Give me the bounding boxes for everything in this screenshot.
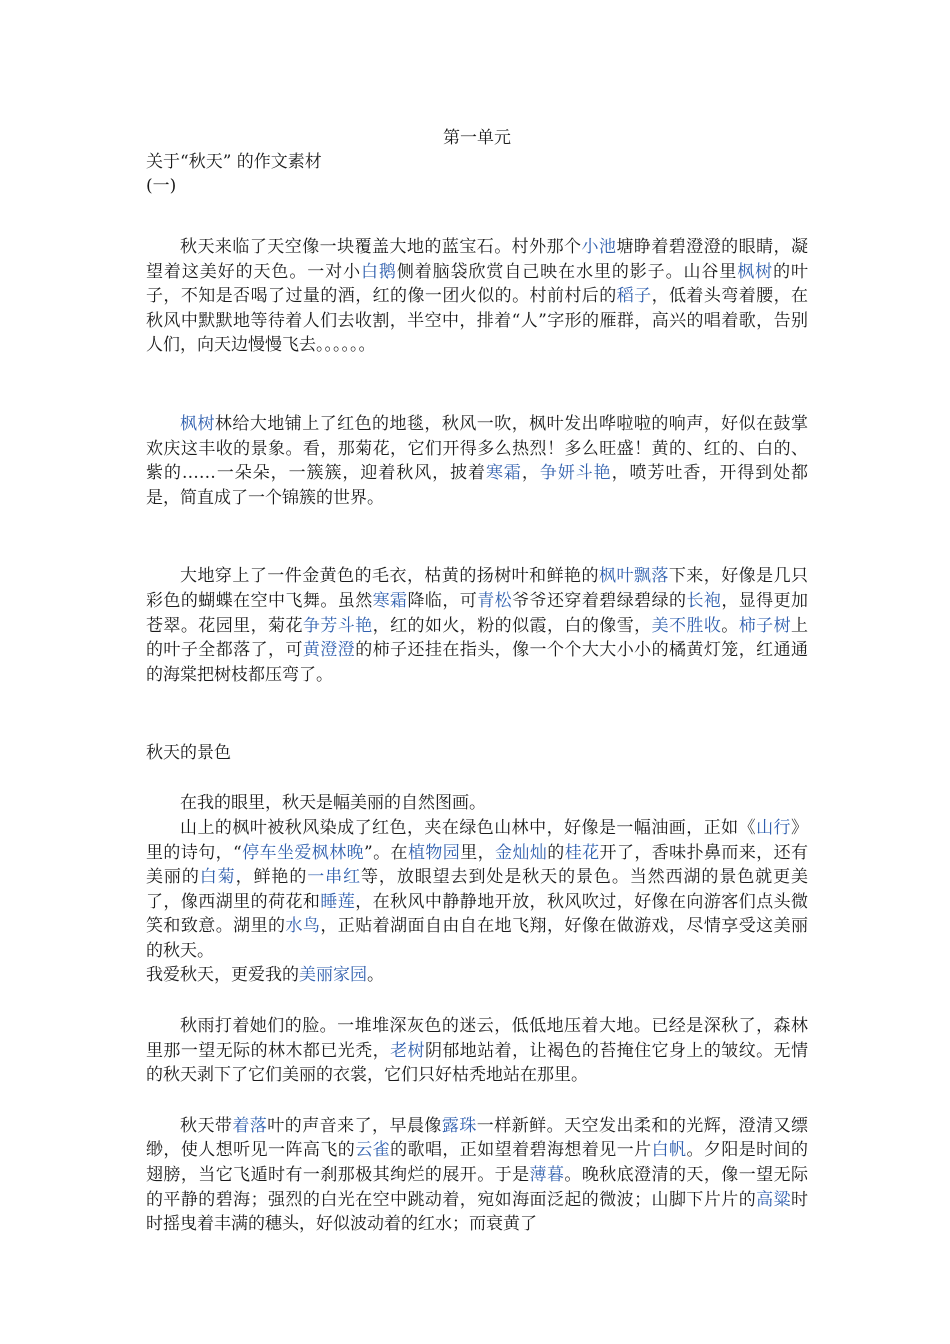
keyword-link[interactable]: 美丽家园 bbox=[299, 965, 367, 986]
section-heading: 关于“秋天” 的作文素材 bbox=[146, 152, 322, 172]
keyword-link[interactable]: 露珠 bbox=[441, 1115, 477, 1136]
text-run: ，在秋风中静静地开放，秋风吹过，好像在向游客们点头微笑和致意。湖里的 bbox=[146, 891, 809, 937]
paragraph bbox=[146, 1014, 808, 1088]
text-run: 大地穿上了一件金黄色的毛衣，枯黄的扬树叶和鲜艳的 bbox=[180, 566, 599, 587]
keyword-link[interactable]: 植物园 bbox=[407, 842, 461, 863]
spacer bbox=[146, 988, 808, 1014]
text-run: 。 bbox=[721, 615, 739, 636]
keyword-link[interactable]: 薄暮 bbox=[529, 1165, 565, 1186]
keyword-link[interactable]: 金灿灿 bbox=[495, 842, 548, 863]
keyword-link[interactable]: 争芳斗艳 bbox=[302, 615, 373, 636]
keyword-link[interactable]: 争妍斗艳 bbox=[539, 463, 612, 484]
text-run: 秋天来临了天空像一块覆盖大地的蓝宝石。村外那个 bbox=[180, 237, 582, 257]
keyword-link[interactable]: 青松 bbox=[477, 590, 513, 611]
text-run: 我爱秋天，更爱我的 bbox=[146, 965, 299, 986]
text-run: 塘睁着碧澄澄的眼睛，凝望着这美好的天色。一对小 bbox=[146, 237, 809, 282]
keyword-link[interactable]: 枫树 bbox=[180, 413, 215, 434]
text-run: 秋天带 bbox=[180, 1115, 233, 1136]
paragraph bbox=[146, 235, 808, 358]
text-run: 。晚秋底澄清的天，像一望无际的平静的碧海；强烈的白光在空中跳动着，宛如海面泛起的微波；山脚下片片的 bbox=[146, 1165, 809, 1210]
paragraph bbox=[146, 564, 808, 687]
text-run: ”。在 bbox=[364, 842, 408, 863]
spacer bbox=[146, 358, 808, 412]
text-run: 里， bbox=[460, 842, 496, 863]
text-run: 在我的眼里，秋天是幅美丽的自然图画。 bbox=[180, 793, 486, 814]
keyword-link[interactable]: 山行 bbox=[756, 817, 792, 838]
text-run: 上的叶子全都落了，可 bbox=[146, 615, 809, 661]
text-run: 秋雨打着她们的脸。一堆堆深灰色的迷云，低低地压着大地。已经是深秋了，森林里那一望无际的林木都已光秃， bbox=[146, 1016, 808, 1061]
spacer bbox=[146, 198, 808, 235]
text-run: 降临，可 bbox=[407, 590, 478, 611]
keyword-link[interactable]: 白菊 bbox=[199, 867, 236, 888]
paragraph bbox=[146, 963, 808, 988]
keyword-link[interactable]: 云雀 bbox=[355, 1140, 391, 1161]
text-run: ， bbox=[521, 463, 540, 484]
keyword-link[interactable]: 美不胜收 bbox=[651, 615, 722, 636]
text-run: ，喷芳吐香，开得到处都是，简直成了一个锦簇的世界。 bbox=[146, 463, 809, 508]
text-run: 林给大地铺上了红色的地毯，秋风一吹，枫叶发出哗啦啦的响声，好似在鼓掌欢庆这丰收的景象。看，那菊花，它们开得多么热烈！多么旺盛！黄的、红的、白的、紫的……一朵朵，一簇簇，迎着秋风，披着 bbox=[146, 413, 809, 484]
keyword-link[interactable]: 寒霜 bbox=[372, 590, 408, 611]
spacer bbox=[146, 510, 808, 564]
keyword-link[interactable]: 老树 bbox=[390, 1040, 425, 1061]
text-run: ，正贴着湖面自由自在地飞翔，好像在做游戏，尽情享受这美丽的秋天。 bbox=[146, 916, 809, 961]
keyword-link[interactable]: 黄澄澄 bbox=[302, 640, 356, 661]
text-run: 等，放眼望去到处是秋天的景色。当然西湖的景色就更美了，像西湖里的荷花和 bbox=[146, 867, 809, 912]
text-run: 》里的诗句，“ bbox=[146, 817, 809, 863]
unit-title: 第一单元 bbox=[443, 128, 511, 148]
section-heading-scenery: 秋天的景色 bbox=[146, 743, 231, 764]
text-run: ，低着头弯着腰，在秋风中默默地等待着人们去收割，半空中，排着“人”字形的雁群，高兴的唱着歌，告别人们，向天边慢慢飞去。。。。。。 bbox=[146, 286, 809, 356]
spacer bbox=[146, 765, 808, 791]
paragraph bbox=[146, 791, 808, 816]
text-run: 侧着脑袋欣赏自己映在水里的影子。山谷里 bbox=[396, 261, 738, 282]
keyword-link[interactable]: 枫叶飘落 bbox=[598, 566, 669, 587]
document-page bbox=[146, 126, 808, 1237]
keyword-link[interactable]: 一串红 bbox=[307, 867, 362, 888]
text-run: 的叶子，不知是否喝了过量的酒，红的像一团火似的。村前村后的 bbox=[146, 261, 809, 307]
keyword-link[interactable]: 白鹅 bbox=[361, 261, 397, 282]
text-run: 。 bbox=[367, 965, 384, 986]
keyword-link[interactable]: 着落 bbox=[232, 1115, 268, 1136]
keyword-link[interactable]: 停车坐爱枫林晚 bbox=[241, 842, 365, 863]
text-run: 爷爷还穿着碧绿碧绿的 bbox=[512, 590, 687, 611]
text-run: 开了，香味扑鼻而来，还有美丽的 bbox=[146, 842, 809, 888]
text-run: ，鲜艳的 bbox=[235, 867, 308, 888]
text-run: 一样新鲜。天空发出柔和的光辉，澄清又缥缈，使人想听见一阵高飞的 bbox=[146, 1115, 809, 1161]
keyword-link[interactable]: 小池 bbox=[581, 237, 617, 257]
part-label: (一) bbox=[146, 176, 177, 196]
keyword-link[interactable]: 长袍 bbox=[686, 590, 722, 611]
text-run: ，红的如火，粉的似霞，白的像雪， bbox=[372, 615, 652, 636]
keyword-link[interactable]: 枫树 bbox=[737, 261, 774, 282]
paragraph bbox=[146, 1114, 808, 1237]
text-run: 。夕阳是时间的翅膀，当它飞遁时有一刹那极其绚烂的展开。于是 bbox=[146, 1140, 809, 1186]
text-run: 时时摇曳着丰满的穗头，好似波动着的红水；而衰黄了 bbox=[146, 1189, 809, 1235]
text-run: 叶的声音来了，早晨像 bbox=[267, 1115, 442, 1136]
keyword-link[interactable]: 高粱 bbox=[756, 1189, 792, 1210]
text-run: 下来，好像是几只彩色的蝴蝶在空中飞舞。虽然 bbox=[146, 566, 809, 611]
spacer bbox=[146, 687, 808, 741]
keyword-link[interactable]: 柿子树 bbox=[738, 615, 792, 636]
keyword-link[interactable]: 桂花 bbox=[564, 842, 600, 863]
paragraph bbox=[146, 816, 808, 964]
keyword-link[interactable]: 稻子 bbox=[616, 286, 652, 307]
keyword-link[interactable]: 寒霜 bbox=[485, 463, 522, 484]
text-run: 的歌唱，正如望着碧海想着见一片 bbox=[390, 1140, 652, 1161]
spacer bbox=[146, 1088, 808, 1114]
text-run: ，显得更加苍翠。花园里，菊花 bbox=[146, 590, 809, 636]
text-run: 的 bbox=[547, 842, 565, 863]
text-run: 的柿子还挂在指头，像一个个大大小小的橘黄灯笼，红通通的海棠把树枝都压弯了。 bbox=[146, 640, 809, 685]
text-run: 山上的枫叶被秋风染成了红色，夹在绿色山林中，好像是一幅油画，正如《 bbox=[180, 817, 757, 838]
keyword-link[interactable]: 白帆 bbox=[651, 1140, 687, 1161]
keyword-link[interactable]: 睡莲 bbox=[320, 891, 356, 912]
keyword-link[interactable]: 水鸟 bbox=[285, 916, 321, 937]
text-run: 阴郁地站着，让褐色的苔掩住它身上的皱纹。无情的秋天剥下了它们美丽的衣裳，它们只好枯秃地站在那里。 bbox=[146, 1040, 809, 1086]
paragraph bbox=[146, 412, 808, 510]
